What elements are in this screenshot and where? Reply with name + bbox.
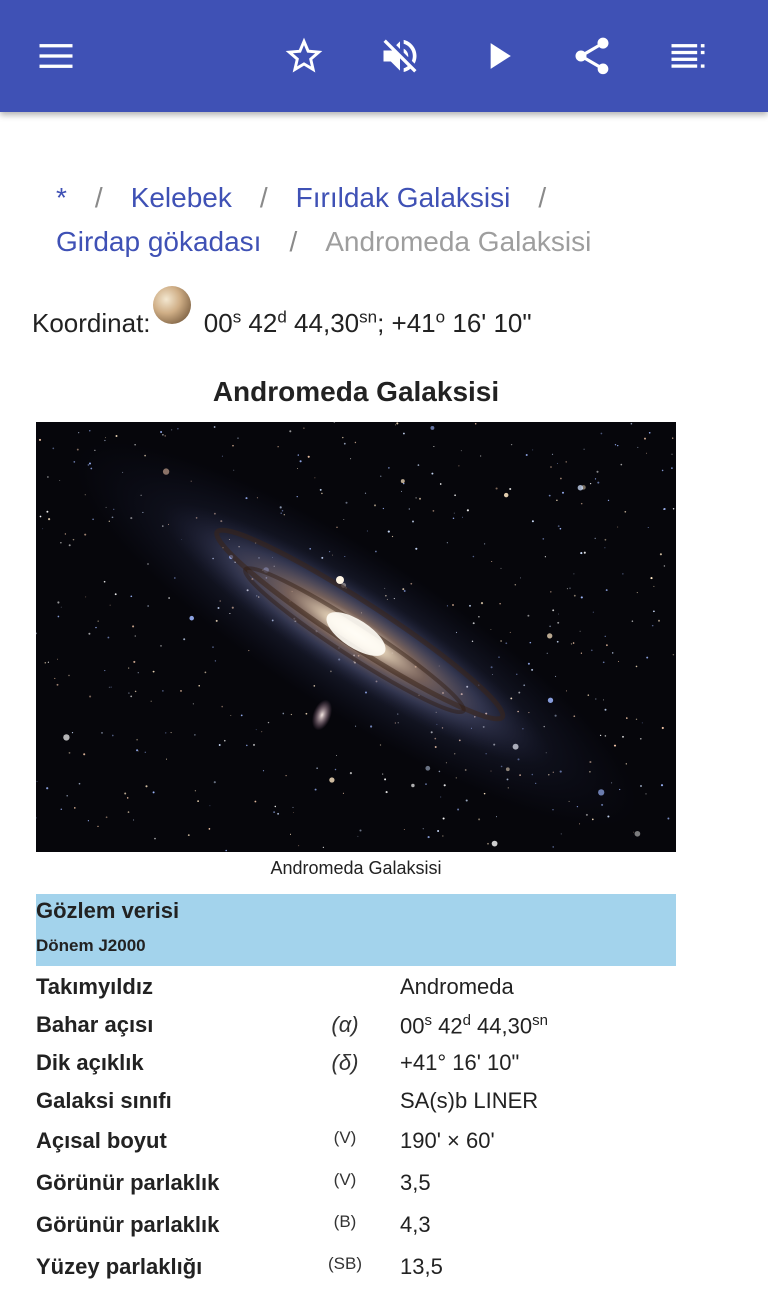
ra-m-unit: d — [277, 307, 287, 327]
row-value: 3,5 — [400, 1170, 431, 1195]
row-symbol: (V) — [333, 1170, 357, 1189]
infobox-row-right-ascension — [36, 1012, 716, 1048]
observation-title: Gözlem verisi — [36, 898, 180, 923]
infobox-row-constellation — [36, 974, 716, 1010]
favorite-button[interactable] — [276, 28, 332, 84]
row-value: SA(s)b LINER — [400, 1088, 539, 1113]
menu-button[interactable] — [28, 28, 84, 84]
row-value: 190' × 60' — [400, 1128, 495, 1153]
galaxy-image[interactable] — [36, 422, 676, 852]
coordinates-ra-h: 00 — [203, 308, 233, 338]
row-label: Yüzey parlaklığı — [36, 1254, 203, 1279]
infobox-row-angular-size — [36, 1128, 716, 1164]
observation-epoch: Dönem J2000 — [36, 936, 146, 955]
breadcrumb-separator: / — [259, 182, 268, 213]
ra-m-unit: d — [462, 1012, 471, 1029]
dec-deg-unit: o — [435, 307, 446, 327]
row-symbol: (SB) — [328, 1254, 362, 1273]
mute-button[interactable] — [372, 28, 428, 84]
ra-h: 00 — [400, 1013, 425, 1039]
observation-header — [36, 894, 676, 966]
infobox-row-galaxy-type — [36, 1088, 716, 1124]
breadcrumb-link-girdap[interactable]: Girdap gökadası — [56, 226, 262, 257]
list-icon — [666, 34, 710, 78]
infobox-row-apparent-magnitude-b — [36, 1212, 716, 1248]
play-button[interactable] — [470, 28, 526, 84]
coordinates — [32, 300, 532, 339]
infobox-row-apparent-magnitude-v — [36, 1170, 716, 1206]
ra-s-unit: sn — [359, 307, 378, 327]
infobox-row-declination — [36, 1050, 716, 1086]
row-label: Galaksi sınıfı — [36, 1088, 172, 1113]
coordinates-label: Koordinat: — [32, 308, 151, 338]
row-value: 4,3 — [400, 1212, 431, 1237]
menu-icon — [34, 34, 78, 78]
breadcrumb-link-kelebek[interactable]: Kelebek — [130, 182, 232, 213]
ra-m: 42 — [431, 1013, 463, 1039]
infobox-title: Andromeda Galaksisi — [212, 376, 500, 407]
share-icon — [570, 34, 614, 78]
ra-h-unit: s — [232, 307, 242, 327]
row-symbol: (V) — [333, 1128, 357, 1147]
andromeda-galaxy-image — [36, 422, 676, 852]
breadcrumb-separator: / — [289, 226, 298, 257]
row-label: Görünür parlaklık — [36, 1212, 220, 1237]
row-label: Bahar açısı — [36, 1012, 154, 1037]
ra-s: 44,30 — [470, 1013, 533, 1039]
breadcrumb-separator: / — [94, 182, 103, 213]
play-icon — [476, 34, 520, 78]
contents-button[interactable] — [660, 28, 716, 84]
row-value: +41° 16' 10" — [400, 1050, 520, 1075]
image-caption: Andromeda Galaksisi — [270, 858, 442, 878]
row-value-link[interactable]: Andromeda — [400, 974, 514, 999]
coordinates-ra-m: 42 — [248, 308, 278, 338]
breadcrumb-link-firildak[interactable]: Fırıldak Galaksisi — [295, 182, 511, 213]
mute-icon — [378, 34, 422, 78]
app-bar — [0, 0, 768, 112]
row-label: Görünür parlaklık — [36, 1170, 220, 1195]
share-button[interactable] — [564, 28, 620, 84]
ra-h-unit: s — [424, 1012, 432, 1029]
breadcrumb-separator: / — [538, 182, 547, 213]
row-label: Açısal boyut — [36, 1128, 167, 1153]
breadcrumb-home-link[interactable]: * — [56, 182, 67, 213]
row-label: Takımyıldız — [36, 974, 153, 999]
infobox-row-surface-brightness — [36, 1254, 716, 1290]
ra-s-unit: sn — [532, 1012, 548, 1029]
coordinates-dec: ; +41 — [377, 308, 436, 338]
row-value — [400, 1012, 548, 1039]
coordinates-ra-s: 44,30 — [294, 308, 360, 338]
planet-icon[interactable] — [153, 286, 191, 324]
breadcrumb — [56, 176, 736, 264]
star-icon — [282, 34, 326, 78]
row-symbol: (α) — [331, 1012, 359, 1037]
row-label: Dik açıklık — [36, 1050, 144, 1075]
coordinates-dec-rest: 16' 10" — [452, 308, 532, 338]
row-symbol: (δ) — [331, 1050, 359, 1075]
row-value: 13,5 — [400, 1254, 443, 1279]
row-symbol: (B) — [333, 1212, 357, 1231]
breadcrumb-current: Andromeda Galaksisi — [325, 226, 592, 257]
